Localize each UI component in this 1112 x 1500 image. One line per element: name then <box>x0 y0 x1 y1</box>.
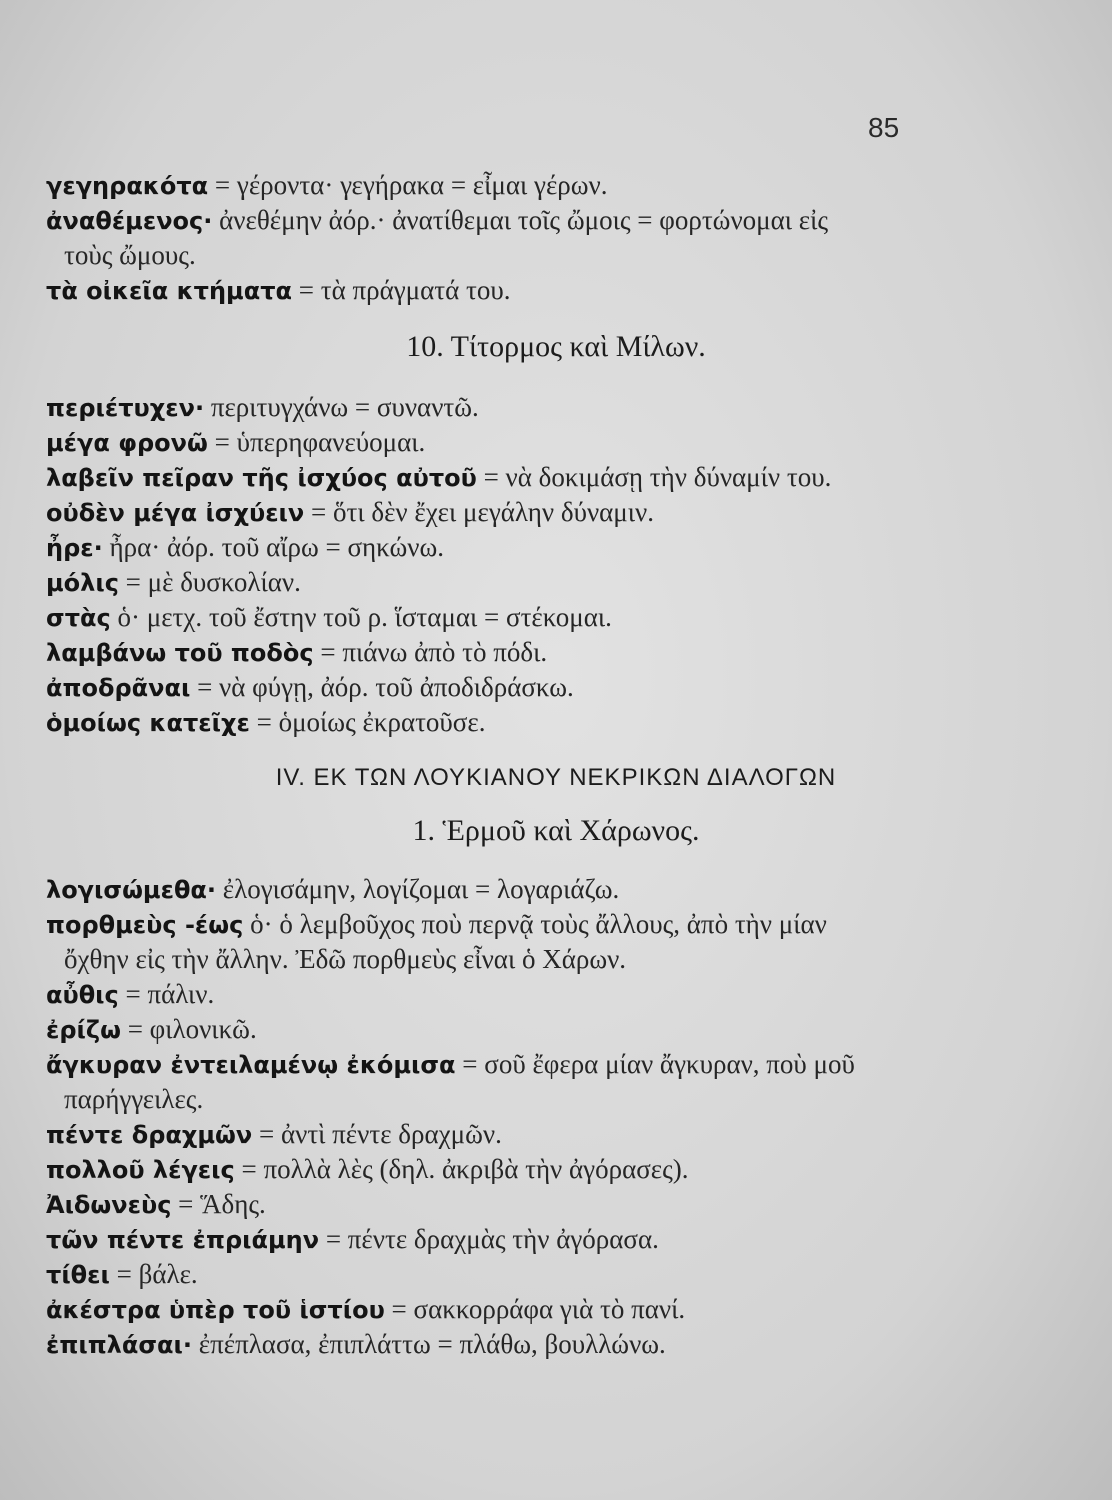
gloss-line: Ἀιδωνεὺς = Ἅδης. <box>46 1189 266 1219</box>
story-heading-10: 10. Τίτορμος καὶ Μίλων. <box>406 330 706 363</box>
gloss-line: μόλις = μὲ δυσκολίαν. <box>46 567 301 597</box>
gloss-line: αὖθις = πάλιν. <box>46 979 215 1009</box>
gloss-line: ὄχθην εἰς τὴν ἄλλην. Ἐδῶ πορθμεὺς εἶναι ὁ Χάρων. <box>64 944 627 974</box>
gloss-line: τοὺς ὤμους. <box>64 240 196 270</box>
gloss-line: τὰ οἰκεῖα κτήματα = τὰ πράγματά του. <box>46 275 511 305</box>
gloss-line: οὐδὲν μέγα ἰσχύειν = ὅτι δὲν ἔχει μεγάλην δύναμιν. <box>46 497 654 527</box>
gloss-line: ἐπιπλάσαι· ἐπέπλασα, ἐπιπλάττω = πλάθω, βουλλώνω. <box>46 1329 666 1359</box>
gloss-line: ἦρε· ἦρα· ἀόρ. τοῦ αἴρω = σηκώνω. <box>46 532 444 562</box>
glossary-block-1 <box>46 168 926 308</box>
gloss-line: ἐρίζω = φιλονικῶ. <box>46 1014 257 1044</box>
gloss-line: ὁμοίως κατεῖχε = ὁμοίως ἐκρατοῦσε. <box>46 707 486 737</box>
gloss-line: περιέτυχεν· περιτυγχάνω = συναντῶ. <box>46 392 479 422</box>
gloss-line: ἀναθέμενος· ἀνεθέμην ἀόρ.· ἀνατίθεμαι τοῖς ὤμοις = φορτώνομαι εἰς <box>46 205 829 235</box>
gloss-line: πορθμεὺς -έως ὁ· ὁ λεμβοῦχος ποὺ περνᾷ τοὺς ἄλλους, ἀπὸ τὴν μίαν <box>46 909 827 939</box>
gloss-line: λαμβάνω τοῦ ποδὸς = πιάνω ἀπὸ τὸ πόδι. <box>46 637 548 667</box>
glossary-block-2 <box>46 390 926 740</box>
gloss-line: στὰς ὁ· μετχ. τοῦ ἔστην τοῦ ρ. ἵσταμαι = στέκομαι. <box>46 602 612 632</box>
story-heading-1: 1. Ἑρμοῦ καὶ Χάρωνος. <box>412 814 700 847</box>
gloss-line: πολλοῦ λέγεις = πολλὰ λὲς (δηλ. ἀκριβὰ τὴν ἀγόρασες). <box>46 1154 689 1184</box>
gloss-line: λαβεῖν πεῖραν τῆς ἰσχύος αὐτοῦ = νὰ δοκιμάσῃ τὴν δύναμίν του. <box>46 462 832 492</box>
gloss-line: ἄγκυραν ἐντειλαμένῳ ἐκόμισα = σοῦ ἔφερα μίαν ἄγκυραν, ποὺ μοῦ <box>46 1049 855 1079</box>
glossary-block-3 <box>46 872 926 1362</box>
gloss-line: παρήγγειλες. <box>64 1084 204 1114</box>
gloss-line: μέγα φρονῶ = ὑπερηφανεύομαι. <box>46 427 426 457</box>
gloss-line: ἀποδρᾶναι = νὰ φύγῃ, ἀόρ. τοῦ ἀποδιδράσκω. <box>46 672 574 702</box>
gloss-line: τῶν πέντε ἐπριάμην = πέντε δραχμὰς τὴν ἀγόρασα. <box>46 1224 659 1254</box>
gloss-line: λογισώμεθα· ἐλογισάμην, λογίζομαι = λογαριάζω. <box>46 874 620 904</box>
gloss-line: ἀκέστρα ὑπὲρ τοῦ ἱστίου = σακκορράφα γιὰ τὸ πανί. <box>46 1294 686 1324</box>
gloss-line: τίθει = βάλε. <box>46 1259 198 1289</box>
gloss-line: πέντε δραχμῶν = ἀντὶ πέντε δραχμῶν. <box>46 1119 502 1149</box>
gloss-line: γεγηρακότα = γέροντα· γεγήρακα = εἶμαι γέρων. <box>46 170 608 200</box>
page-number: 85 <box>868 112 900 143</box>
section-heading: IV. ΕΚ ΤΩΝ ΛΟΥΚΙΑΝΟΥ ΝΕΚΡΙΚΩΝ ΔΙΑΛΟΓΩΝ <box>275 764 837 791</box>
